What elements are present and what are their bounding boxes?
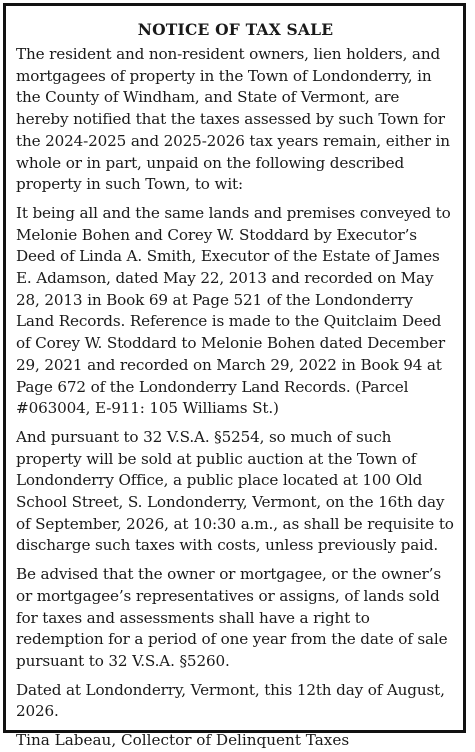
notice-title: NOTICE OF TAX SALE <box>137 20 334 39</box>
property-description-paragraph: It being all and the same lands and premises conveyed to Melonie Bohen and Corey W. Stoddard by Executor’s Deed of Linda A. Smith, Executor of the Estate of James E. Adamson, dated May 22, 2013 and recorded on May 28, 2013 in Book 69 at Page 521 of the Londonderry Land Records. Reference is made to the Quitclaim Deed of Corey W. Stoddard to Melonie Bohen dated December 29, 2021 and recorded on March 29, 2022 in Book 94 at Page 672 of the Londonderry Land Records. (Parcel #063004, E-911: 105 Williams St.) <box>16 203 451 418</box>
tax-sale-notice <box>3 3 466 750</box>
auction-details-paragraph: And pursuant to 32 V.S.A. §5254, so much of such property will be sold at public auction at the Town of Londonderry Office, a public place located at 100 Old School Street, S. Londonderry, Vermont, on the 16th day of September, 2026, at 10:30 a.m., as shall be requisite to discharge such taxes with costs, unless previously paid. <box>16 427 454 555</box>
date-line: Dated at Londonderry, Vermont, this 12th day of August, 2026. <box>16 680 445 721</box>
redemption-rights-paragraph: Be advised that the owner or mortgagee, or the owner’s or mortgagee’s representatives or assigns, of lands sold for taxes and assessments shall have a right to redemption for a period of one year from the date of sale pursuant to 32 V.S.A. §5260. <box>16 565 448 670</box>
notice-intro-paragraph: The resident and non-resident owners, lien holders, and mortgagees of property in the Town of Londonderry, in the County of Windham, and State of Vermont, are hereby notified that the taxes assessed by such Town for the 2024-2025 and 2025-2026 tax years remain, either in whole or in part, unpaid on the following described property in such Town, to wit: <box>16 45 450 194</box>
collector-signature: Tina Labeau, Collector of Delinquent Taxes <box>16 731 350 750</box>
